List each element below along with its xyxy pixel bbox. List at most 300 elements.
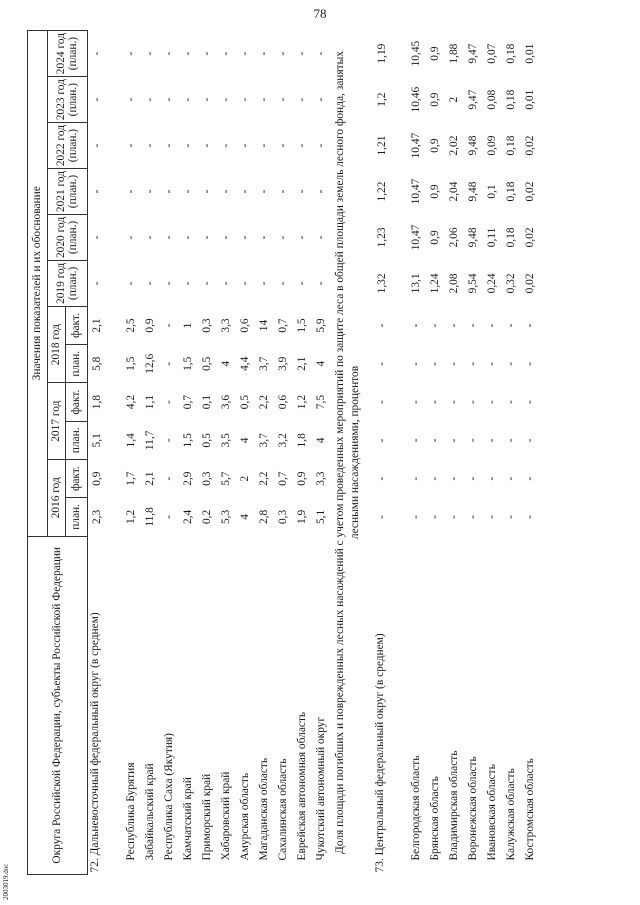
region-name: Республика Саха (Якутия) bbox=[163, 733, 175, 861]
value-cell: 0,9 bbox=[429, 46, 441, 61]
table-row bbox=[179, 31, 198, 875]
value-cell: - bbox=[201, 97, 213, 102]
value-cell: - bbox=[429, 361, 441, 366]
table-row bbox=[217, 31, 236, 875]
table-row bbox=[122, 31, 141, 875]
value-cell: - bbox=[220, 51, 232, 56]
value-cell: 10,47 bbox=[410, 224, 422, 251]
value-cell: - bbox=[486, 515, 498, 519]
value-cell: 2,3 bbox=[91, 509, 103, 525]
header-plan: план. bbox=[66, 421, 88, 459]
value-cell: - bbox=[125, 143, 137, 148]
value-cell: - bbox=[91, 97, 103, 102]
value-cell: - bbox=[315, 281, 327, 286]
value-cell: 4 bbox=[315, 360, 327, 367]
value-cell: 5,9 bbox=[315, 318, 327, 333]
value-cell: - bbox=[467, 515, 479, 519]
value-cell: - bbox=[201, 281, 213, 286]
value-cell: - bbox=[524, 476, 536, 481]
value-cell: - bbox=[486, 323, 498, 328]
value-cell: - bbox=[220, 235, 232, 240]
value-cell: - bbox=[429, 323, 441, 328]
region-name: 73. Центральный федеральный округ (в среднем) bbox=[374, 633, 386, 873]
value-cell: - bbox=[315, 97, 327, 102]
value-cell: - bbox=[144, 143, 156, 148]
value-cell: 0,9 bbox=[296, 471, 308, 486]
value-cell: 1,24 bbox=[429, 273, 441, 294]
value-cell: - bbox=[182, 51, 194, 56]
section-title: Доля площади погибших и поврежденных лесных насаждений с учетом проведенных мероприятий по защите леса в общей площади земель лесного фонда, занятых лесными насаждениями, процентов bbox=[334, 51, 361, 854]
value-cell: - bbox=[315, 189, 327, 194]
region-name: Забайкальский край bbox=[144, 763, 156, 861]
value-cell: - bbox=[448, 400, 460, 404]
value-cell: 0,5 bbox=[201, 356, 213, 371]
table-row bbox=[373, 31, 407, 875]
header-values-title: Значения показателей и их обоснование bbox=[28, 31, 48, 537]
value-cell: 2,8 bbox=[258, 509, 270, 525]
value-cell: - bbox=[163, 476, 175, 481]
table-row bbox=[407, 31, 426, 875]
value-cell: - bbox=[201, 51, 213, 56]
value-cell: - bbox=[163, 51, 175, 56]
value-cell: 0,02 bbox=[524, 227, 536, 248]
value-cell: 0,5 bbox=[201, 433, 213, 448]
value-cell: 0,18 bbox=[505, 135, 517, 156]
value-cell: 4 bbox=[315, 437, 327, 444]
table-row bbox=[464, 31, 483, 875]
value-cell: 4 bbox=[239, 514, 251, 520]
header-year-2024: 2024 год (план.) bbox=[48, 31, 88, 77]
value-cell: - bbox=[258, 235, 270, 240]
value-cell: - bbox=[410, 323, 422, 328]
value-cell: - bbox=[277, 143, 289, 148]
value-cell: - bbox=[163, 143, 175, 148]
value-cell: 3,7 bbox=[258, 433, 270, 448]
value-cell: - bbox=[376, 515, 388, 519]
value-cell: 0,7 bbox=[182, 394, 194, 410]
header-year-2017: 2017 год bbox=[48, 383, 66, 460]
region-name: Приморский край bbox=[201, 773, 213, 861]
table-row bbox=[198, 31, 217, 875]
header-year-2020: 2020 год (план.) bbox=[48, 214, 88, 260]
value-cell: - bbox=[376, 323, 388, 328]
value-cell: 0,01 bbox=[524, 89, 536, 110]
value-cell: - bbox=[144, 235, 156, 240]
region-name: Магаданская область bbox=[258, 757, 270, 861]
value-cell: 9,48 bbox=[467, 227, 479, 248]
value-cell: - bbox=[315, 143, 327, 148]
value-cell: - bbox=[296, 281, 308, 286]
value-cell: - bbox=[258, 97, 270, 102]
value-cell: - bbox=[505, 323, 517, 328]
value-cell: 1,7 bbox=[125, 471, 137, 486]
value-cell: 10,46 bbox=[410, 86, 422, 113]
value-cell: 0,01 bbox=[524, 43, 536, 64]
value-cell: 0,09 bbox=[486, 135, 498, 156]
table-header bbox=[28, 31, 88, 875]
region-name: Ивановская область bbox=[486, 764, 498, 861]
value-cell: - bbox=[91, 51, 103, 56]
table-row bbox=[502, 31, 521, 875]
region-name: Калужская область bbox=[505, 768, 517, 861]
table-row bbox=[236, 31, 255, 875]
value-cell: 4 bbox=[220, 360, 232, 367]
table-row bbox=[312, 31, 331, 875]
value-cell: - bbox=[505, 438, 517, 443]
region-name: Брянская область bbox=[429, 776, 441, 861]
value-cell: 9,48 bbox=[467, 181, 479, 202]
value-cell: - bbox=[91, 143, 103, 148]
value-cell: 2,06 bbox=[448, 227, 460, 248]
value-cell: 1,21 bbox=[376, 135, 388, 156]
value-cell: 1,1 bbox=[144, 394, 156, 410]
value-cell: - bbox=[201, 189, 213, 194]
value-cell: 3,5 bbox=[220, 433, 232, 448]
value-cell: - bbox=[315, 51, 327, 56]
value-cell: 1,8 bbox=[91, 394, 103, 410]
value-cell: - bbox=[467, 323, 479, 328]
value-cell: - bbox=[376, 361, 388, 366]
value-cell: - bbox=[239, 235, 251, 240]
value-cell: 0,9 bbox=[429, 184, 441, 199]
value-cell: 0,02 bbox=[524, 181, 536, 202]
value-cell: - bbox=[467, 400, 479, 404]
value-cell: - bbox=[277, 97, 289, 102]
value-cell: 0,18 bbox=[505, 227, 517, 248]
value-cell: - bbox=[524, 515, 536, 519]
header-name-column: Округа Российской Федерации, субъекты Российской Федерации bbox=[28, 536, 88, 874]
value-cell: 2,04 bbox=[448, 181, 460, 202]
value-cell: 0,02 bbox=[524, 273, 536, 294]
value-cell: 0,6 bbox=[277, 394, 289, 410]
value-cell: - bbox=[182, 281, 194, 286]
value-cell: 14 bbox=[258, 319, 270, 332]
region-name: Чукотский автономный округ bbox=[315, 716, 327, 861]
value-cell: - bbox=[258, 189, 270, 194]
value-cell: - bbox=[239, 143, 251, 148]
value-cell: 9,48 bbox=[467, 135, 479, 156]
page-number: 78 bbox=[313, 6, 327, 21]
value-cell: 0,08 bbox=[486, 89, 498, 110]
value-cell: 1,5 bbox=[296, 318, 308, 333]
value-cell: - bbox=[182, 235, 194, 240]
value-cell: 0,02 bbox=[524, 135, 536, 156]
value-cell: 0,9 bbox=[429, 138, 441, 153]
value-cell: 1,8 bbox=[296, 433, 308, 448]
header-fact: факт. bbox=[66, 383, 88, 421]
value-cell: 11,7 bbox=[144, 430, 156, 451]
footer-doc-code: 2003019.doc bbox=[2, 863, 10, 900]
value-cell: 0,3 bbox=[277, 509, 289, 525]
value-cell: - bbox=[125, 51, 137, 56]
value-cell: - bbox=[182, 189, 194, 194]
value-cell: - bbox=[524, 438, 536, 443]
table-body bbox=[88, 31, 541, 875]
table-row bbox=[88, 31, 123, 875]
value-cell: 0,07 bbox=[486, 43, 498, 64]
value-cell: 3,9 bbox=[277, 356, 289, 371]
value-cell: 0,9 bbox=[91, 471, 103, 486]
value-cell: - bbox=[486, 361, 498, 366]
value-cell: 2,2 bbox=[258, 471, 270, 486]
value-cell: - bbox=[220, 189, 232, 194]
table-row bbox=[445, 31, 464, 875]
rotated-table-container bbox=[27, 30, 617, 875]
value-cell: 2,1 bbox=[91, 318, 103, 333]
value-cell: - bbox=[163, 323, 175, 328]
value-cell: - bbox=[91, 281, 103, 286]
value-cell: - bbox=[163, 400, 175, 404]
value-cell: - bbox=[296, 51, 308, 56]
value-cell: - bbox=[163, 235, 175, 240]
value-cell: 0,9 bbox=[429, 92, 441, 107]
value-cell: - bbox=[467, 438, 479, 443]
table-row bbox=[141, 31, 160, 875]
value-cell: 1,22 bbox=[376, 181, 388, 202]
header-year-2018: 2018 год bbox=[48, 306, 66, 383]
value-cell: 1,9 bbox=[296, 509, 308, 525]
value-cell: 3,2 bbox=[277, 433, 289, 448]
value-cell: - bbox=[505, 400, 517, 404]
value-cell: 10,47 bbox=[410, 178, 422, 205]
region-name: Костромская область bbox=[524, 758, 536, 861]
value-cell: 1,2 bbox=[376, 92, 388, 107]
value-cell: 1 bbox=[182, 322, 194, 329]
table-row bbox=[293, 31, 312, 875]
region-name: Еврейская автономная область bbox=[296, 711, 308, 861]
value-cell: - bbox=[239, 189, 251, 194]
value-cell: 11,8 bbox=[144, 507, 156, 527]
value-cell: - bbox=[163, 361, 175, 366]
region-name: Воронежская область bbox=[467, 756, 479, 861]
value-cell: - bbox=[524, 323, 536, 328]
value-cell: 1,5 bbox=[182, 433, 194, 448]
value-cell: - bbox=[410, 400, 422, 404]
value-cell: 5,7 bbox=[220, 471, 232, 486]
value-cell: - bbox=[163, 438, 175, 443]
value-cell: - bbox=[182, 97, 194, 102]
table-row bbox=[255, 31, 274, 875]
value-cell: 7,5 bbox=[315, 394, 327, 410]
value-cell: 2,4 bbox=[182, 509, 194, 525]
value-cell: - bbox=[410, 515, 422, 519]
value-cell: 5,1 bbox=[91, 433, 103, 448]
header-year-2016: 2016 год bbox=[48, 459, 66, 536]
value-cell: 2,02 bbox=[448, 135, 460, 156]
value-cell: - bbox=[505, 515, 517, 519]
value-cell: 1,2 bbox=[125, 509, 137, 525]
value-cell: 2,5 bbox=[125, 318, 137, 333]
value-cell: 2 bbox=[448, 96, 460, 103]
value-cell: 1,32 bbox=[376, 273, 388, 294]
value-cell: 4 bbox=[239, 437, 251, 444]
value-cell: - bbox=[376, 400, 388, 404]
table-row bbox=[426, 31, 445, 875]
value-cell: 0,7 bbox=[277, 471, 289, 486]
header-year-2021: 2021 год (план.) bbox=[48, 169, 88, 215]
region-name: Сахалинская область bbox=[277, 758, 289, 861]
value-cell: - bbox=[410, 438, 422, 443]
value-cell: - bbox=[429, 515, 441, 519]
region-name: 72. Дальневосточный федеральный округ (в среднем) bbox=[89, 612, 101, 873]
value-cell: - bbox=[467, 476, 479, 481]
value-cell: 0,7 bbox=[277, 318, 289, 333]
value-cell: - bbox=[144, 51, 156, 56]
value-cell: 5,1 bbox=[315, 509, 327, 525]
value-cell: - bbox=[376, 438, 388, 443]
value-cell: - bbox=[144, 97, 156, 102]
value-cell: - bbox=[448, 323, 460, 328]
table-row bbox=[160, 31, 179, 875]
region-name: Камчатский край bbox=[182, 777, 194, 861]
value-cell: 3,3 bbox=[220, 318, 232, 333]
section-row bbox=[331, 31, 373, 875]
value-cell: - bbox=[277, 51, 289, 56]
value-cell: 2,1 bbox=[296, 356, 308, 371]
value-cell: - bbox=[163, 97, 175, 102]
value-cell: 4,2 bbox=[125, 394, 137, 410]
region-name: Белгородская область bbox=[410, 755, 422, 861]
value-cell: - bbox=[277, 235, 289, 240]
value-cell: - bbox=[163, 515, 175, 519]
value-cell: - bbox=[486, 438, 498, 443]
value-cell: - bbox=[220, 281, 232, 286]
value-cell: 9,47 bbox=[467, 43, 479, 64]
value-cell: 1,88 bbox=[448, 43, 460, 64]
value-cell: 0,1 bbox=[486, 184, 498, 199]
region-name: Республика Бурятия bbox=[125, 762, 137, 861]
value-cell: 3,7 bbox=[258, 356, 270, 371]
value-cell: - bbox=[410, 361, 422, 366]
value-cell: - bbox=[315, 235, 327, 240]
value-cell: - bbox=[125, 189, 137, 194]
value-cell: 0,3 bbox=[201, 318, 213, 333]
value-cell: 0,32 bbox=[505, 273, 517, 294]
value-cell: 2,08 bbox=[448, 273, 460, 294]
value-cell: - bbox=[467, 361, 479, 366]
value-cell: 0,9 bbox=[429, 230, 441, 245]
value-cell: - bbox=[125, 97, 137, 102]
value-cell: - bbox=[524, 400, 536, 404]
value-cell: 1,5 bbox=[125, 356, 137, 371]
value-cell: - bbox=[239, 281, 251, 286]
value-cell: 2,1 bbox=[144, 471, 156, 486]
value-cell: - bbox=[91, 235, 103, 240]
value-cell: - bbox=[448, 515, 460, 519]
value-cell: 0,9 bbox=[144, 318, 156, 333]
value-cell: - bbox=[144, 281, 156, 286]
value-cell: - bbox=[144, 189, 156, 194]
value-cell: - bbox=[182, 143, 194, 148]
header-year-2023: 2023 год (план.) bbox=[48, 77, 88, 123]
value-cell: - bbox=[201, 143, 213, 148]
value-cell: - bbox=[376, 476, 388, 481]
value-cell: - bbox=[296, 235, 308, 240]
value-cell: - bbox=[201, 235, 213, 240]
value-cell: - bbox=[239, 97, 251, 102]
value-cell: 9,47 bbox=[467, 89, 479, 110]
header-plan: план. bbox=[66, 498, 88, 536]
value-cell: 10,47 bbox=[410, 132, 422, 159]
region-name: Амурская область bbox=[239, 772, 251, 861]
header-fact: факт. bbox=[66, 459, 88, 497]
value-cell: 0,18 bbox=[505, 181, 517, 202]
table-row bbox=[521, 31, 540, 875]
value-cell: 9,54 bbox=[467, 273, 479, 294]
value-cell: 1,4 bbox=[125, 433, 137, 448]
value-cell: 0,2 bbox=[201, 509, 213, 525]
value-cell: - bbox=[258, 281, 270, 286]
value-cell: - bbox=[220, 143, 232, 148]
value-cell: 1,19 bbox=[376, 43, 388, 64]
table-row bbox=[274, 31, 293, 875]
value-cell: - bbox=[277, 189, 289, 194]
value-cell: 13,1 bbox=[410, 273, 422, 294]
value-cell: 0,18 bbox=[505, 43, 517, 64]
value-cell: 5,8 bbox=[91, 356, 103, 371]
value-cell: - bbox=[486, 476, 498, 481]
value-cell: - bbox=[505, 476, 517, 481]
value-cell: - bbox=[258, 143, 270, 148]
value-cell: 2 bbox=[239, 475, 251, 482]
value-cell: 4,4 bbox=[239, 356, 251, 371]
value-cell: 0,3 bbox=[201, 471, 213, 486]
value-cell: - bbox=[163, 189, 175, 194]
value-cell: - bbox=[296, 143, 308, 148]
value-cell: - bbox=[429, 400, 441, 404]
value-cell: - bbox=[410, 476, 422, 481]
value-cell: - bbox=[163, 281, 175, 286]
region-name: Хабаровский край bbox=[220, 771, 232, 861]
value-cell: 1,23 bbox=[376, 227, 388, 248]
value-cell: - bbox=[524, 361, 536, 366]
indicator-table bbox=[27, 30, 540, 875]
region-name: Владимирская область bbox=[448, 750, 460, 861]
value-cell: - bbox=[505, 361, 517, 366]
value-cell: 2,9 bbox=[182, 471, 194, 486]
value-cell: 0,6 bbox=[239, 318, 251, 333]
value-cell: - bbox=[91, 189, 103, 194]
value-cell: 0,11 bbox=[486, 227, 498, 248]
value-cell: - bbox=[239, 51, 251, 56]
value-cell: - bbox=[258, 51, 270, 56]
value-cell: 5,3 bbox=[220, 509, 232, 525]
value-cell: - bbox=[296, 189, 308, 194]
value-cell: - bbox=[448, 438, 460, 443]
value-cell: - bbox=[277, 281, 289, 286]
value-cell: 0,5 bbox=[239, 394, 251, 410]
value-cell: 0,18 bbox=[505, 89, 517, 110]
table-row bbox=[483, 31, 502, 875]
value-cell: - bbox=[429, 476, 441, 481]
value-cell: 0,24 bbox=[486, 273, 498, 294]
value-cell: 12,6 bbox=[144, 353, 156, 374]
value-cell: - bbox=[448, 476, 460, 481]
value-cell: 3,6 bbox=[220, 394, 232, 410]
value-cell: 1,2 bbox=[296, 394, 308, 410]
value-cell: - bbox=[125, 235, 137, 240]
value-cell: 1,5 bbox=[182, 356, 194, 371]
value-cell: 2,2 bbox=[258, 394, 270, 410]
value-cell: 10,45 bbox=[410, 40, 422, 67]
value-cell: 3,3 bbox=[315, 471, 327, 486]
value-cell: - bbox=[296, 97, 308, 102]
header-plan: план. bbox=[66, 345, 88, 383]
value-cell: - bbox=[448, 361, 460, 366]
value-cell: - bbox=[429, 438, 441, 443]
value-cell: - bbox=[220, 97, 232, 102]
header-year-2019: 2019 год (план.) bbox=[48, 260, 88, 306]
